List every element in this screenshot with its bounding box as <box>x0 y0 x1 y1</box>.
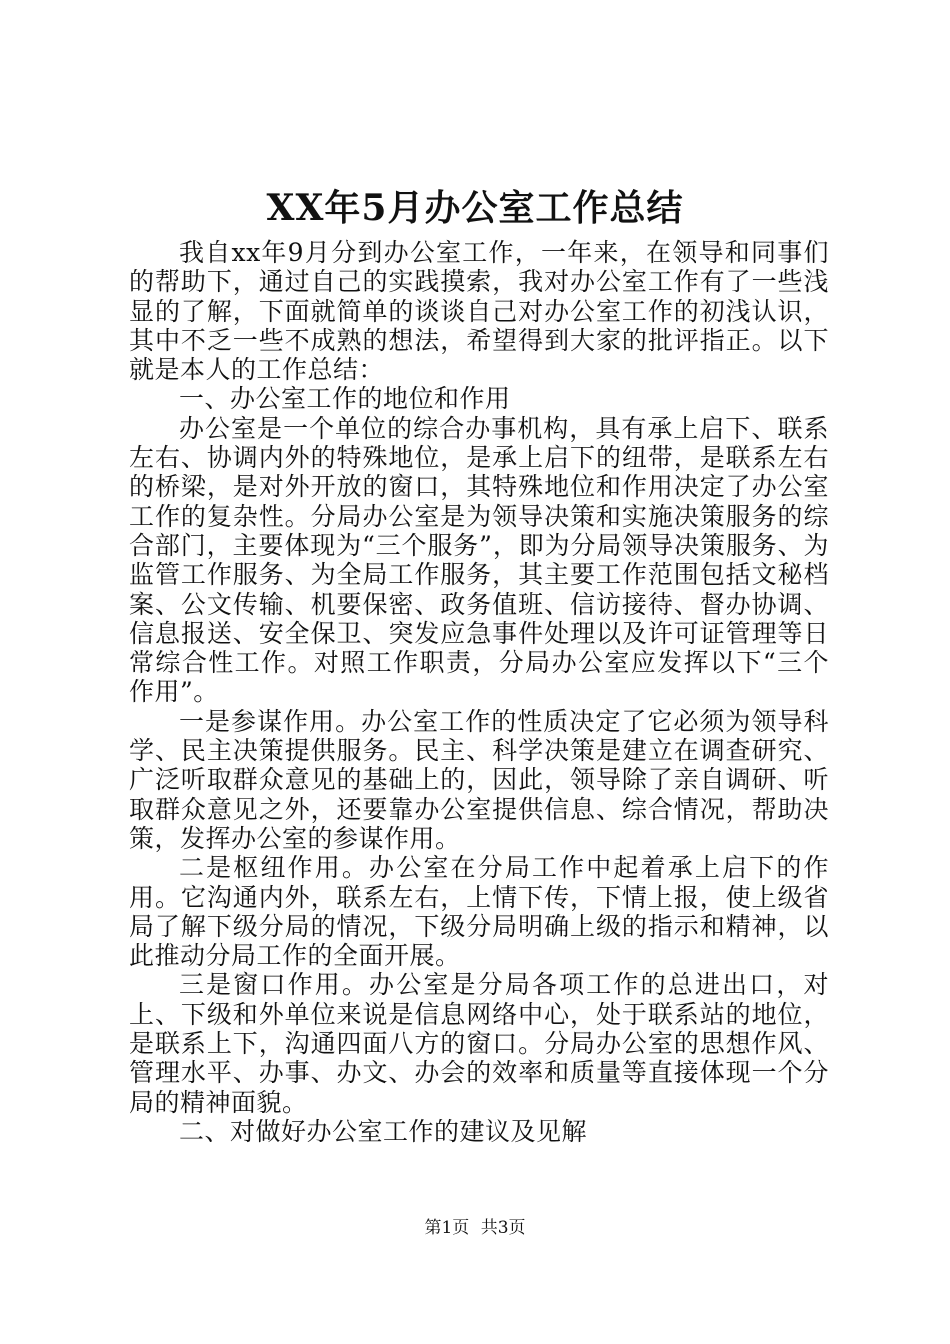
paragraph-hub-role: 二是枢纽作用。办公室在分局工作中起着承上启下的作用。它沟通内外，联系左右，上情下传，下情上报，使上级省局了解下级分局的情况，下级分局明确上级的指示和精神，以此推动分局工作的全面开展。 <box>129 853 829 971</box>
page-footer <box>0 1216 950 1240</box>
paragraph-window-role: 三是窗口作用。办公室是分局各项工作的总进出口，对上、下级和外单位来说是信息网络中心，处于联系站的地位，是联系上下，沟通四面八方的窗口。分局办公室的思想作风、管理水平、办事、办文、办会的效率和质量等直接体现一个分局的精神面貌。 <box>129 970 829 1117</box>
section-heading-2: 二、对做好办公室工作的建议及见解 <box>179 1116 588 1146</box>
paragraph-advisory-role: 一是参谋作用。办公室工作的性质决定了它必须为领导科学、民主决策提供服务。民主、科学决策是建立在调查研究、广泛听取群众意见的基础上的，因此，领导除了亲自调研、听取群众意见之外，还要靠办公室提供信息、综合情况，帮助决策，发挥办公室的参谋作用。 <box>129 706 829 853</box>
section-heading-1: 一、办公室工作的地位和作用 <box>179 384 511 414</box>
paragraph-intro: 我自xx年9月分到办公室工作，一年来，在领导和同事们的帮助下，通过自己的实践摸索，我对办公室工作有了一些浅显的了解，下面就简单的谈谈自己对办公室工作的初浅认识，其中不乏一些不成熟的想法，希望得到大家的批评指正。以下就是本人的工作总结： <box>129 238 829 385</box>
document-body <box>129 238 829 1146</box>
page-number: 第1页 <box>424 1218 470 1238</box>
page-total: 共3页 <box>480 1218 526 1238</box>
document-title: XX年5月办公室工作总结 <box>266 187 684 229</box>
paragraph-office-role: 办公室是一个单位的综合办事机构，具有承上启下、联系左右、协调内外的特殊地位，是承上启下的纽带，是联系左右的桥梁，是对外开放的窗口，其特殊地位和作用决定了办公室工作的复杂性。分局办公室是为领导决策和实施决策服务的综合部门，主要体现为“三个服务”，即为分局领导决策服务、为监管工作服务、为全局工作服务，其主要工作范围包括文秘档案、公文传输、机要保密、政务值班、信访接待、督办协调、信息报送、安全保卫、突发应急事件处理以及许可证管理等日常综合性工作。对照工作职责，分局办公室应发挥以下“三个作用”。 <box>129 413 829 707</box>
